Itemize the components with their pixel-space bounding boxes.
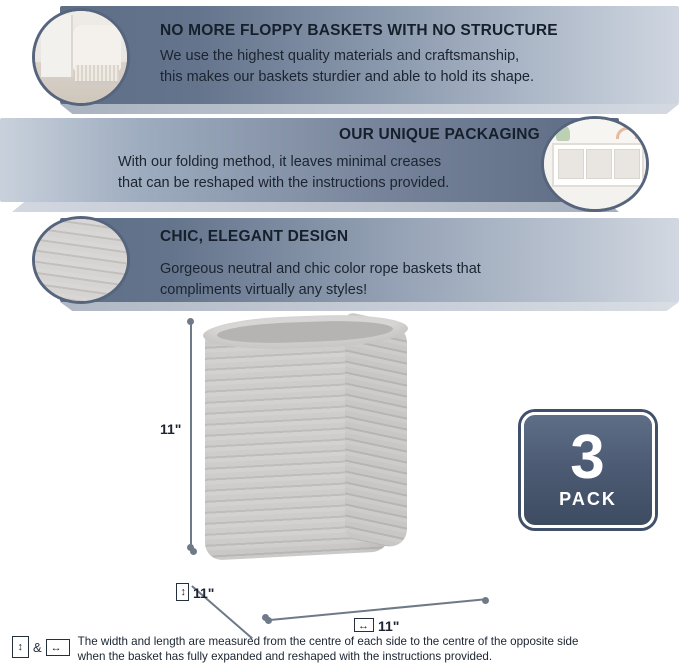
footnote <box>12 634 672 664</box>
height-measure-icon: ↕ <box>12 636 29 658</box>
feature-band-structure-shadow <box>60 104 679 114</box>
feature-band-packaging-shadow <box>12 202 619 212</box>
basket-side-face <box>345 311 407 550</box>
feature-body-packaging-line2: that can be reshaped with the instructions provided. <box>118 175 450 191</box>
feature-headline-structure: NO MORE FLOPPY BASKETS WITH NO STRUCTURE <box>160 22 558 39</box>
footnote-text-block <box>78 634 579 664</box>
feature-headline-design: CHIC, ELEGANT DESIGN <box>160 228 349 245</box>
feature-body-design-line1: Gorgeous neutral and chic color rope baskets that <box>160 261 481 277</box>
footnote-icons <box>12 634 70 658</box>
depth-icon-box: ↕ <box>176 583 189 601</box>
width-icon-box: ↔ <box>354 618 374 632</box>
measure-line-height <box>190 324 192 546</box>
width-measure-icon: ↔ <box>46 639 70 656</box>
shelf-with-bins-photo <box>541 116 649 212</box>
feature-body-packaging-line1: With our folding method, it leaves minimal creases <box>118 154 442 170</box>
footnote-line2: when the basket has fully expanded and reshaped with the instructions provided. <box>77 650 493 663</box>
feature-band-design-shadow <box>60 302 679 311</box>
feature-body-structure-line2: this makes our baskets sturdier and able to hold its shape. <box>160 69 534 85</box>
basket-with-throw-photo <box>32 8 130 106</box>
three-pack-badge <box>521 412 655 528</box>
badge-word: PACK <box>559 488 617 509</box>
measure-label-height: 11" <box>160 421 182 437</box>
badge-count: 3 <box>570 422 606 492</box>
measure-label-width: 11" <box>378 618 400 634</box>
feature-body-structure-line1: We use the highest quality materials and craftsmanship, <box>160 48 520 64</box>
measure-dot-depth-start <box>190 548 197 555</box>
basket-diagram <box>195 312 430 612</box>
feature-headline-packaging: OUR UNIQUE PACKAGING <box>339 126 540 143</box>
footnote-ampersand: & <box>33 639 42 655</box>
footnote-line1: The width and length are measured from the centre of each side to the centre of the opposite side <box>77 635 579 648</box>
feature-body-design-line2: compliments virtually any styles! <box>160 282 368 298</box>
measure-label-depth: 11" <box>193 585 215 601</box>
rope-texture-photo <box>32 216 130 304</box>
measure-dot-width-end <box>482 597 489 604</box>
